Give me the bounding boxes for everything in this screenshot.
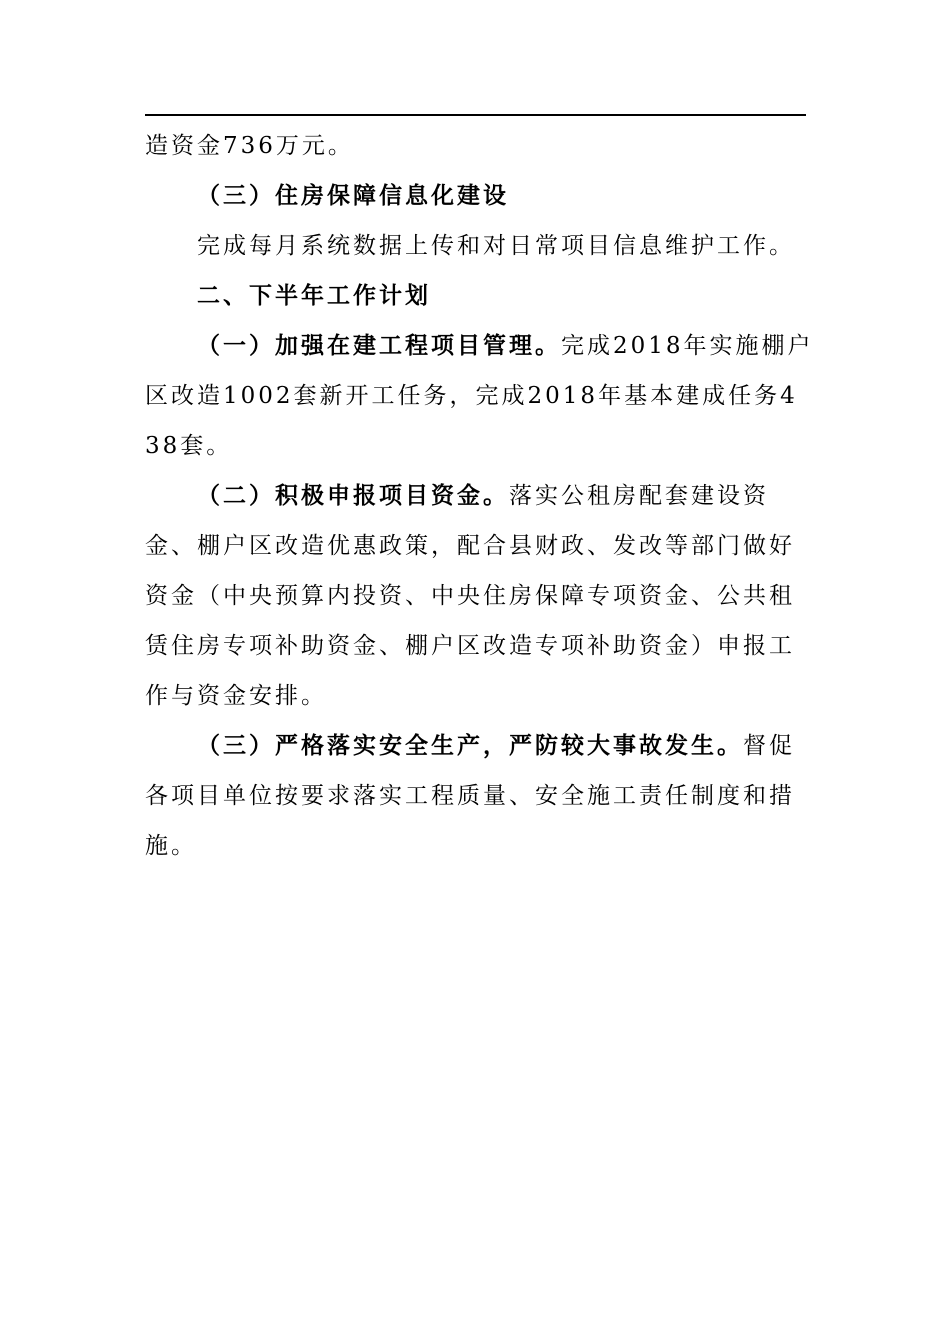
section-heading-informatization: （三）住房保障信息化建设: [197, 183, 509, 209]
document-body: [145, 121, 815, 871]
plan-item-project-management: [145, 321, 815, 471]
plan-item-body: 落实公租房配套建设资金、棚户区改造优惠政策，配合县财政、发改等部门做好资金（中央预算内投资、中央住房保障专项资金、公共租赁住房专项补助资金、棚户区改造专项补助资金）申报工作与资金安排。: [145, 483, 795, 709]
section-body-informatization: 完成每月系统数据上传和对日常项目信息维护工作。: [197, 233, 795, 259]
part-heading-work-plan: 二、下半年工作计划: [197, 283, 431, 309]
plan-item-lead: （二）积极申报项目资金。: [197, 483, 509, 509]
header-divider: [145, 114, 806, 116]
plan-item-lead: （三）严格落实安全生产，严防较大事故发生。: [197, 733, 743, 759]
plan-item-funding: [145, 471, 815, 721]
plan-item-body: 督促各项目单位按要求落实工程质量、安全施工责任制度和措施。: [145, 733, 795, 859]
plan-item-safety: [145, 721, 815, 871]
plan-item-lead: （一）加强在建工程项目管理。: [197, 333, 561, 359]
plan-item-body: 完成2018年实施棚户区改造1002套新开工任务，完成2018年基本建成任务438套。: [145, 333, 814, 459]
continuation-text: 造资金736万元。: [145, 133, 354, 159]
